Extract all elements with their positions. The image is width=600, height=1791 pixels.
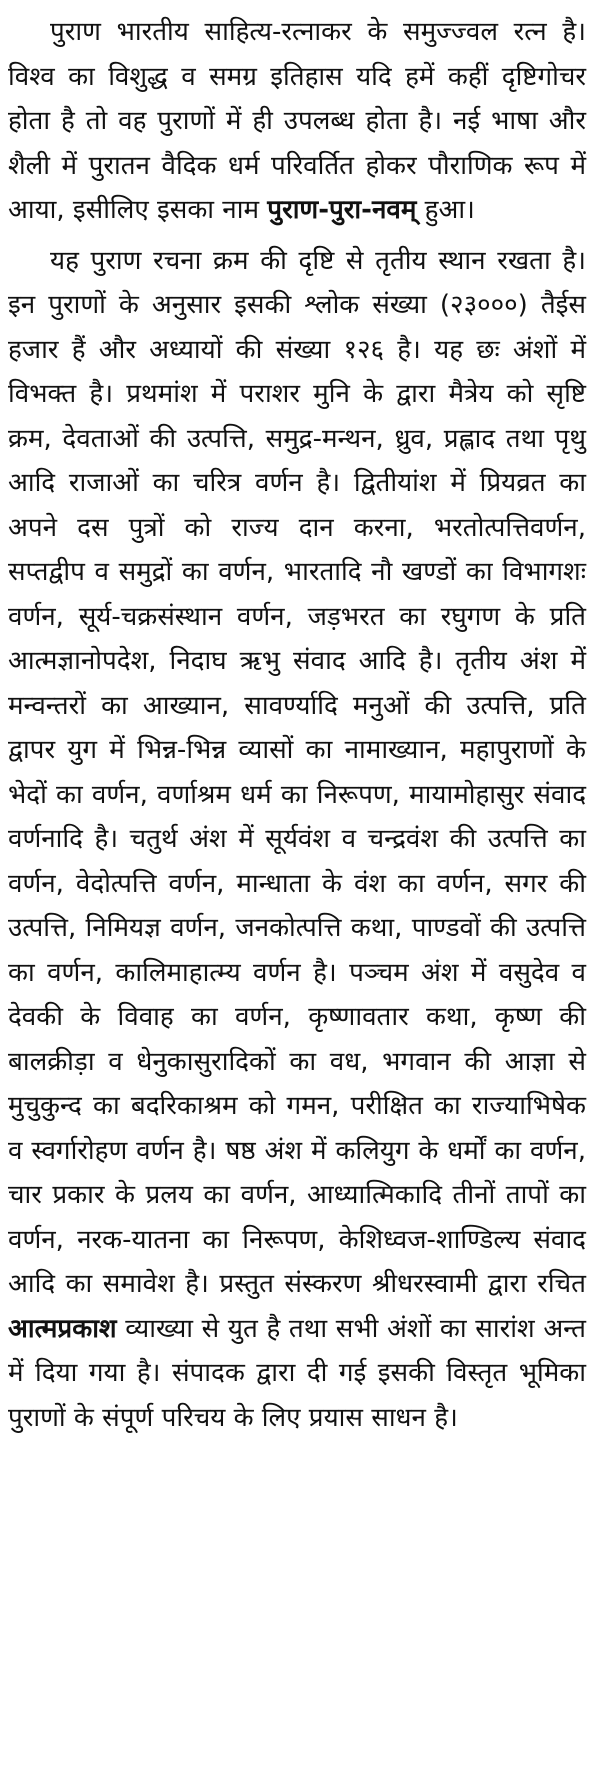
paragraph-intro-text: पुराण भारतीय साहित्य-रत्नाकर के समुज्ज्वल रत्न है। विश्व का विशुद्ध व समग्र इतिहास यदि हमें कहीं दृष्टिगोचर होता है तो वह पुराणों में ही उपलब्ध होता है। नई भाषा और शैली में पुरातन वैदिक धर्म परिवर्तित होकर पौराणिक रूप में आया, इसीलिए इसका नाम xyxy=(8,17,586,225)
paragraph-contents-text: यह पुराण रचना क्रम की दृष्टि से तृतीय स्थान रखता है। इन पुराणों के अनुसार इसकी श्लोक संख्या (२३०००) तैईस हजार हैं और अध्यायों की संख्या १२६ है। यह छः अंशों में विभक्त है। प्रथमांश में पराशर मुनि के द्वारा मैत्रेय को सृष्टि क्रम, देवताओं की उत्पत्ति, समुद्र-मन्थन, ध्रुव, प्रह्लाद तथा पृथु आदि राजाओं का चरित्र वर्णन है। द्वितीयांश में प्रियव्रत का अपने दस पुत्रों को राज्य दान करना, भरतोत्पत्तिवर्णन, सप्तद्वीप व समुद्रों का वर्णन, भारतादि नौ खण्डों का विभागशः वर्णन, सूर्य-चक्रसंस्थान वर्णन, जड़भरत का रघुगण के प्रति आत्मज्ञानोपदेश, निदाघ ऋभु संवाद आदि है। तृतीय अंश में मन्वन्तरों का आख्यान, सावर्ण्यादि मनुओं की उत्पत्ति, प्रति द्वापर युग में भिन्न-भिन्न व्यासों का नामाख्यान, महापुराणों के भेदों का वर्णन, वर्णाश्रम धर्म का निरूपण, मायामोहासुर संवाद वर्णनादि है। चतुर्थ अंश में सूर्यवंश व चन्द्रवंश की उत्पत्ति का वर्णन, वेदोत्पत्ति वर्णन, मान्धाता के वंश का वर्णन, सगर की उत्पत्ति, निमियज्ञ वर्णन, जनकोत्पत्ति कथा, पाण्डवों की उत्पत्ति का वर्णन, कालिमाहात्म्य वर्णन है। पञ्चम अंश में वसुदेव व देवकी के विवाह का वर्णन, कृष्णावतार कथा, कृष्ण की बालक्रीड़ा व धेनुकासुरादिकों का वध, भगवान की आज्ञा से मुचुकुन्द का बदरिकाश्रम को गमन, परीक्षित का राज्याभिषेक व स्वर्गारोहण वर्णन है। षष्ठ अंश में कलियुग के धर्मों का वर्णन, चार प्रकार के प्रलय का वर्णन, आध्यात्मिकादि तीनों तापों का वर्णन, नरक-यातना का निरूपण, केशिध्वज-शाण्डिल्य संवाद आदि का समावेश है। प्रस्तुत संस्करण श्रीधरस्वामी द्वारा रचित xyxy=(8,245,586,1299)
paragraph-intro xyxy=(8,10,586,233)
paragraph-intro-ending: हुआ। xyxy=(424,195,475,225)
paragraph-contents-ending: व्याख्या से युत है तथा सभी अंशों का सारांश अन्त में दिया गया है। संपादक द्वारा दी गई इसकी विस्तृत भूमिका पुराणों के संपूर्ण परिचय के लिए प्रयास साधन है। xyxy=(8,1313,587,1433)
purana-etymology-bold: पुराण-पुरा-नवम् xyxy=(267,195,417,225)
paragraph-contents xyxy=(8,239,586,1441)
commentary-name-bold: आत्मप्रकाश xyxy=(8,1313,117,1344)
